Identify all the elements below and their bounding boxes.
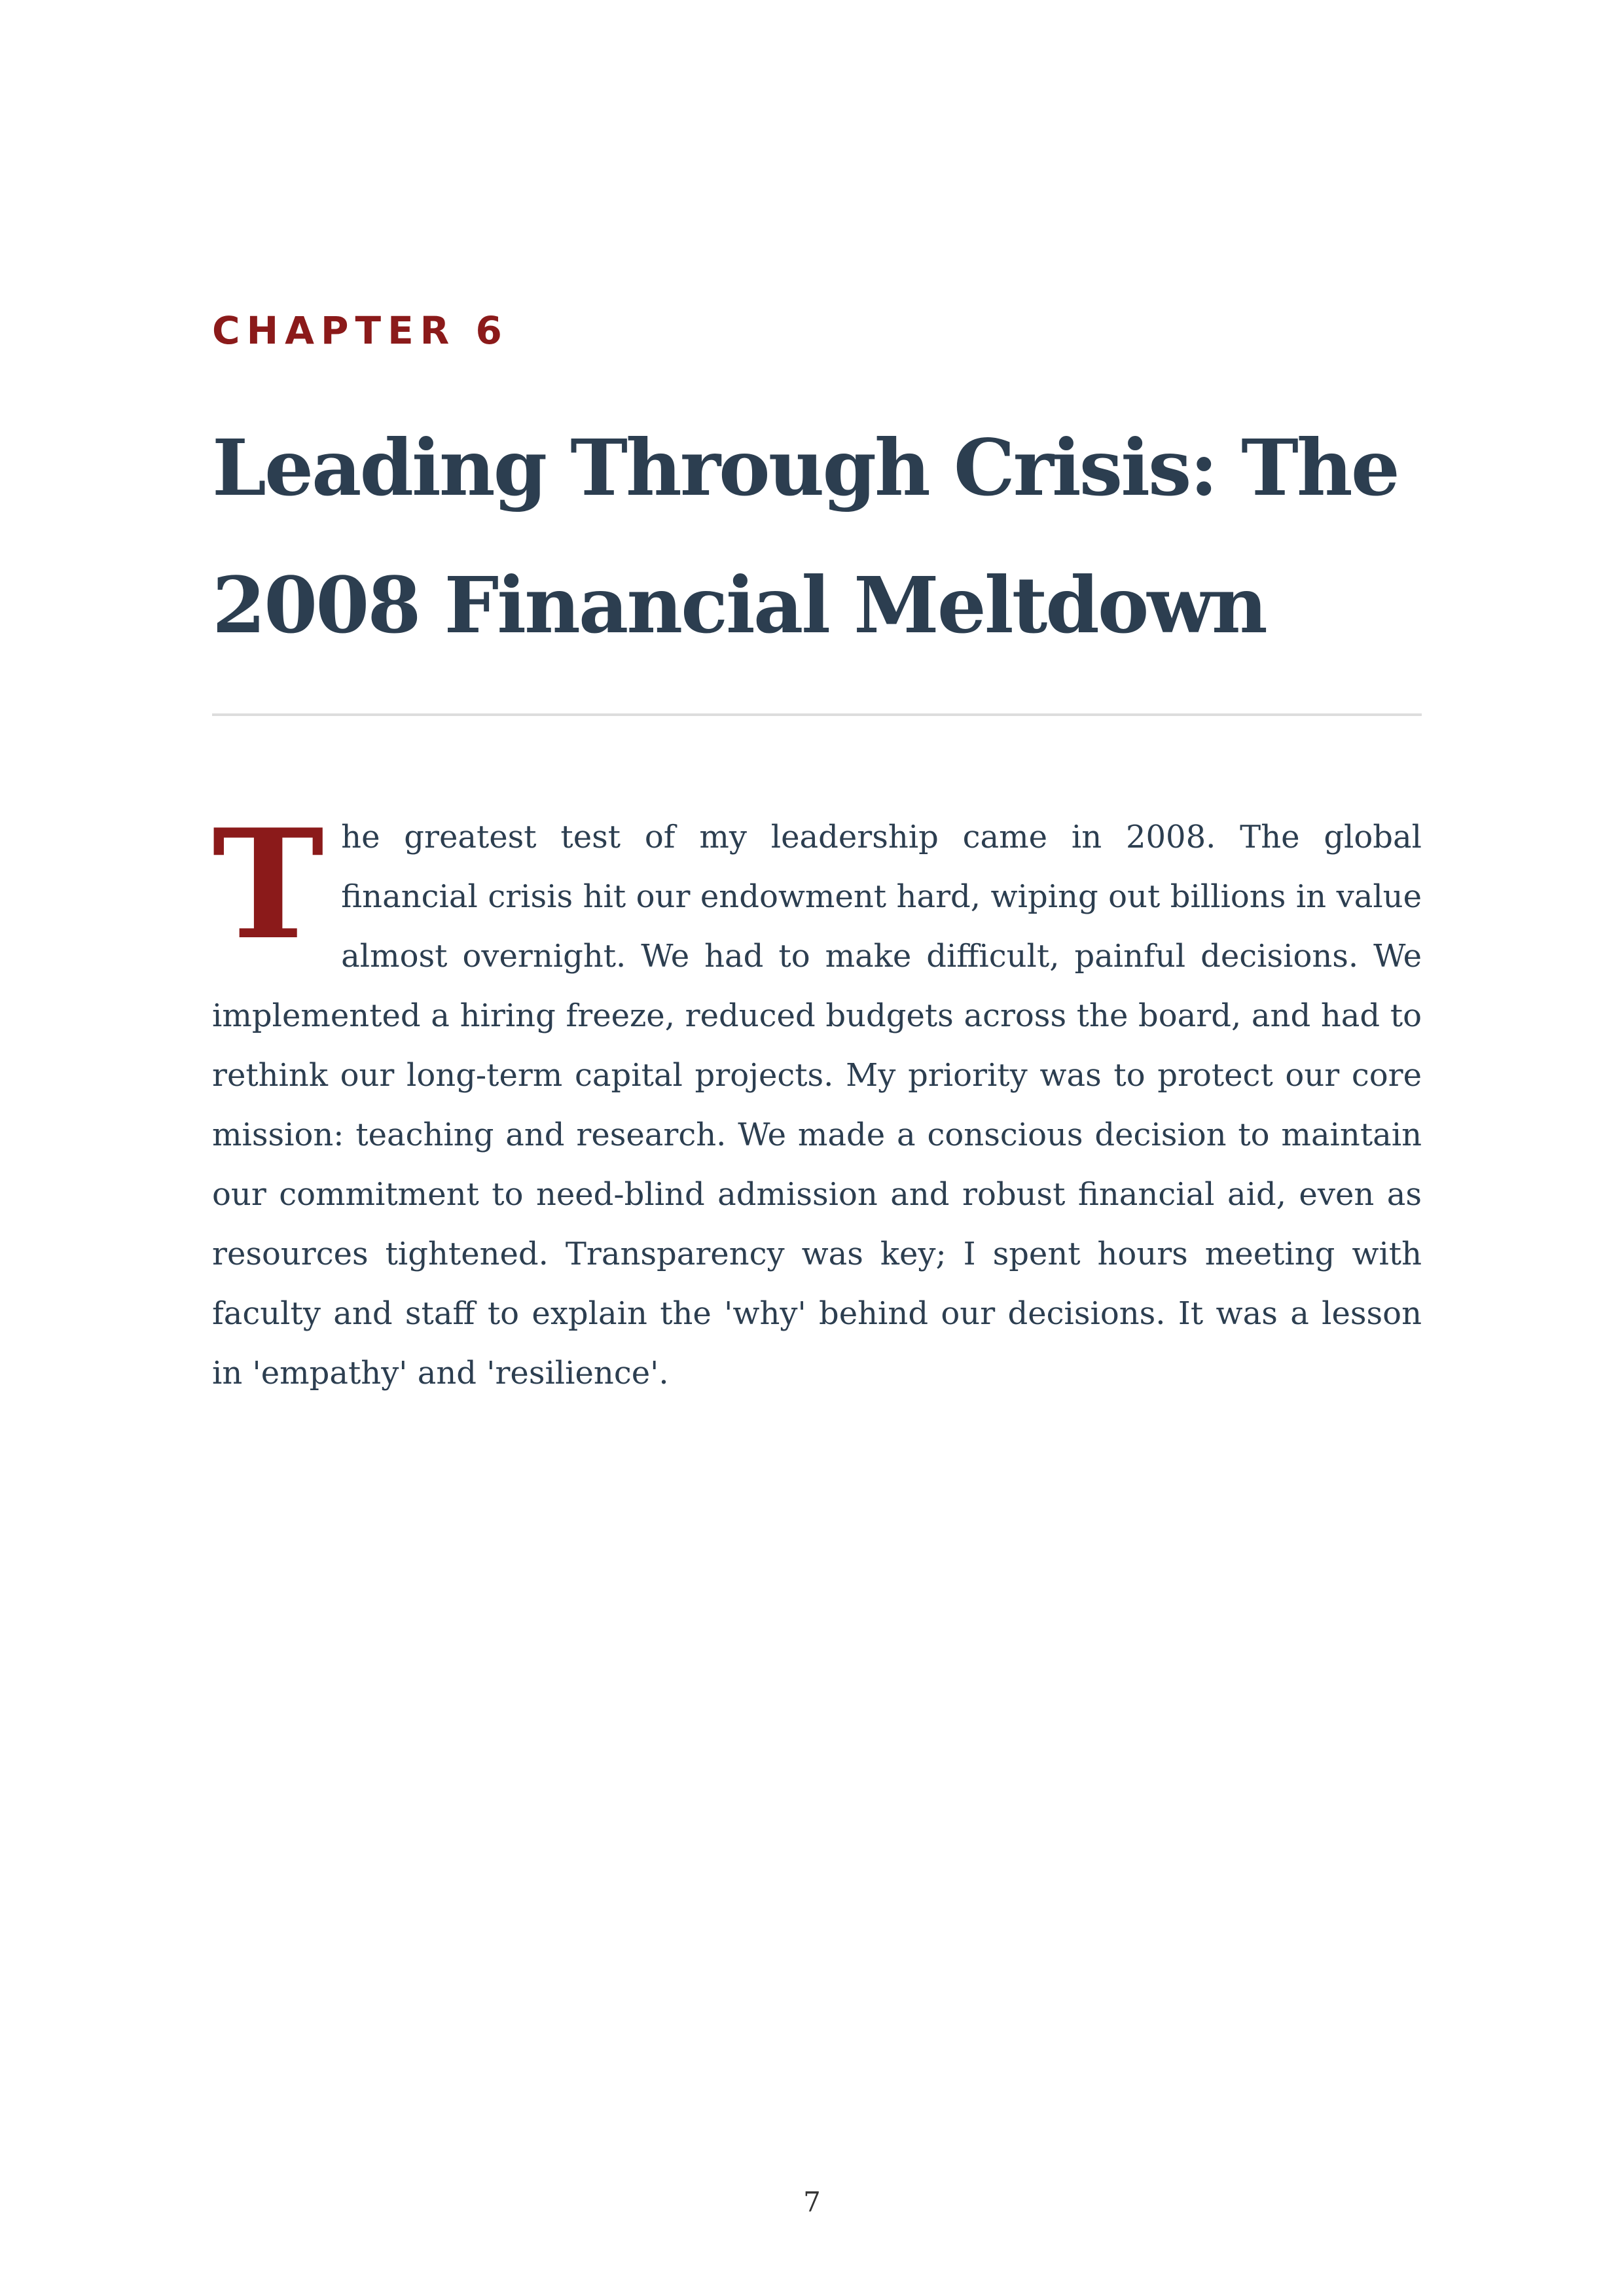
chapter-label: CHAPTER 6	[212, 308, 509, 353]
chapter-body-paragraph	[212, 797, 1422, 1403]
title-divider	[212, 713, 1422, 716]
paragraph-text: he greatest test of my leadership came in 2008. The global financial crisis hit our endowment hard, wiping out billions in value almost overnight. We had to make difficult, painful decisions. We implemented a hiring freeze, reduced budgets across the board, and had to rethink our long-term capital projects. My priority was to protect our core mission: teaching and research. We made a conscious decision to maintain our commitment to need-blind admission and robust financial aid, even as resources tightened. Transparency was key; I spent hours meeting with faculty and staff to explain the 'why' behind our decisions. It was a lesson in 'empathy' and 'resilience'.	[212, 819, 1422, 1391]
chapter-content	[212, 308, 1422, 1403]
drop-cap-letter: T	[212, 797, 325, 973]
page-number: 7	[803, 2186, 821, 2218]
chapter-title: Leading Through Crisis: The 2008 Financial Meltdown	[212, 422, 1398, 651]
